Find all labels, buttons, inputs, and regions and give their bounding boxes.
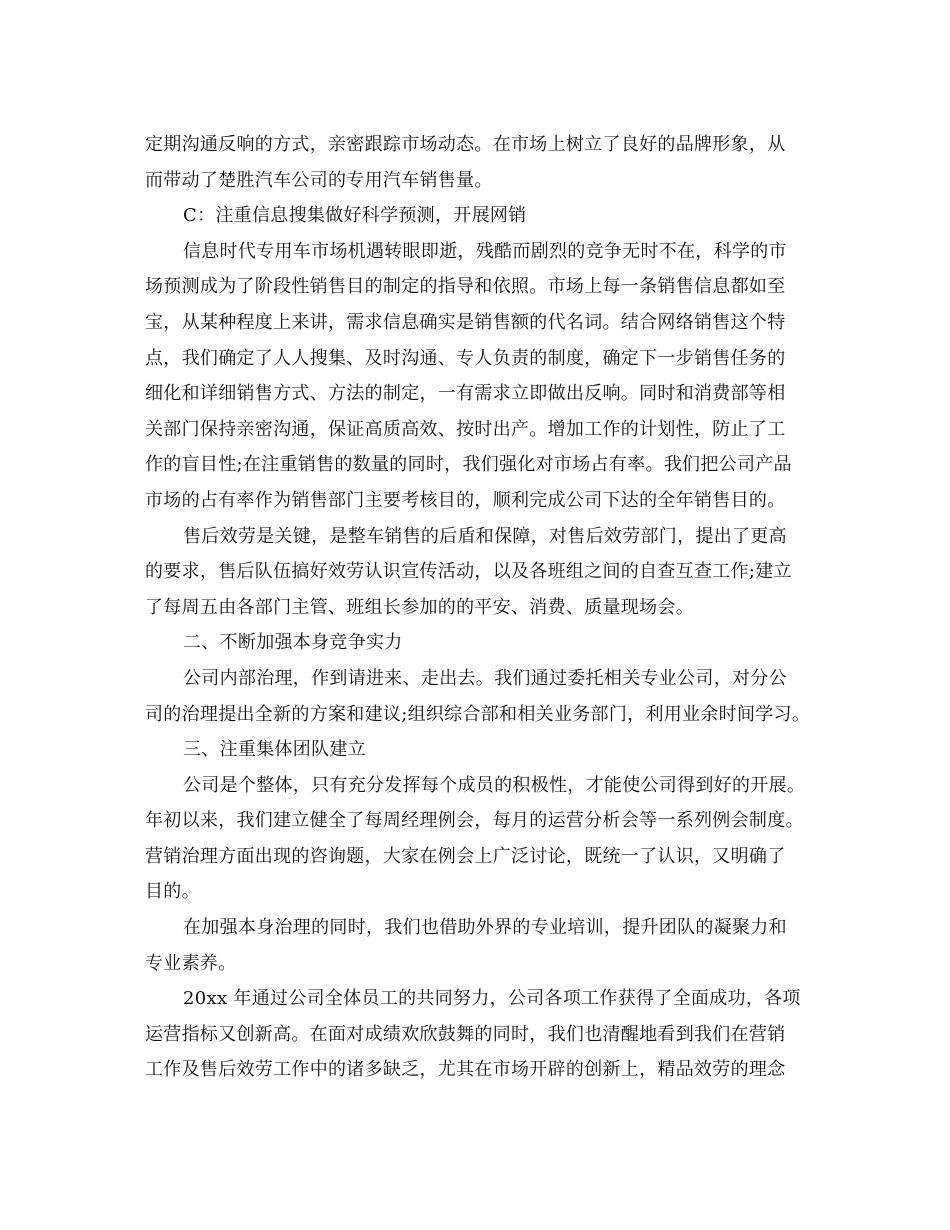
text-line: 营销治理方面出现的咨询题，大家在例会上广泛讨论，既统一了认识，又明确了 bbox=[145, 845, 786, 867]
text-line: 工作及售后效劳工作中的诸多缺乏，尤其在市场开辟的创新上，精品效劳的理念 bbox=[145, 1059, 786, 1081]
text-line: 定期沟通反响的方式，亲密跟踪市场动态。在市场上树立了良好的品牌形象，从 bbox=[145, 134, 786, 155]
text-line: C：注重信息搜集做好科学预测，开展网销 bbox=[183, 205, 527, 227]
text-line: 信息时代专用车市场机遇转眼即逝，残酷而剧烈的竞争无时不在，科学的市 bbox=[183, 240, 787, 262]
document-body bbox=[145, 127, 810, 1088]
text-line: 运营指标又创新高。在面对成绩欢欣鼓舞的同时，我们也清醒地看到我们在营销 bbox=[145, 1023, 786, 1045]
text-line: 市场的占有率作为销售部门主要考核目的，顺利完成公司下达的全年销售目的。 bbox=[145, 489, 786, 511]
text-line: 而带动了楚胜汽车公司的专用汽车销售量。 bbox=[145, 169, 493, 191]
text-line: 的要求，售后队伍搞好效劳认识宣传活动，以及各班组之间的自查互查工作;建立 bbox=[145, 561, 792, 583]
text-line: 关部门保持亲密沟通，保证高质高效、按时出产。增加工作的计划性，防止了工 bbox=[145, 418, 786, 440]
text-line: 公司是个整体，只有充分发挥每个成员的积极性，才能使公司得到好的开展。 bbox=[183, 774, 806, 796]
text-line: 点，我们确定了人人搜集、及时沟通、专人负责的制度，确定下一步销售任务的 bbox=[145, 347, 786, 369]
text-line: 20xx 年通过公司全体员工的共同努力，公司各项工作获得了全面成功，各项 bbox=[183, 988, 801, 1010]
text-line: 作的盲目性;在注重销售的数量的同时，我们强化对市场占有率。我们把公司产品 bbox=[145, 454, 792, 476]
text-line: 司的治理提出全新的方案和建议;组织综合部和相关业务部门，利用业余时间学习。 bbox=[145, 703, 811, 725]
text-line: 三、注重集体团队建立 bbox=[183, 739, 366, 761]
text-line: 二、不断加强本身竞争实力 bbox=[183, 632, 403, 654]
text-line: 在加强本身治理的同时，我们也借助外界的专业培训，提升团队的凝聚力和 bbox=[183, 917, 787, 939]
text-line: 宝，从某种程度上来讲，需求信息确实是销售额的代名词。结合网络销售这个特 bbox=[145, 311, 786, 333]
text-line: 年初以来，我们建立健全了每周经理例会，每月的运营分析会等一系列例会制度。 bbox=[145, 810, 804, 832]
text-line: 公司内部治理，作到请进来、走出去。我们通过委托相关专业公司，对分公 bbox=[183, 667, 787, 689]
text-line: 了每周五由各部门主管、班组长参加的的平安、消费、质量现场会。 bbox=[145, 596, 694, 618]
text-line: 售后效劳是关键，是整车销售的后盾和保障，对售后效劳部门，提出了更高 bbox=[183, 525, 787, 547]
text-line: 细化和详细销售方式、方法的制定，一有需求立即做出反响。同时和消费部等相 bbox=[145, 383, 786, 405]
text-line: 专业素养。 bbox=[145, 952, 237, 974]
text-line: 场预测成为了阶段性销售目的制定的指导和依照。市场上每一条销售信息都如至 bbox=[145, 276, 786, 298]
text-line: 目的。 bbox=[145, 881, 200, 903]
